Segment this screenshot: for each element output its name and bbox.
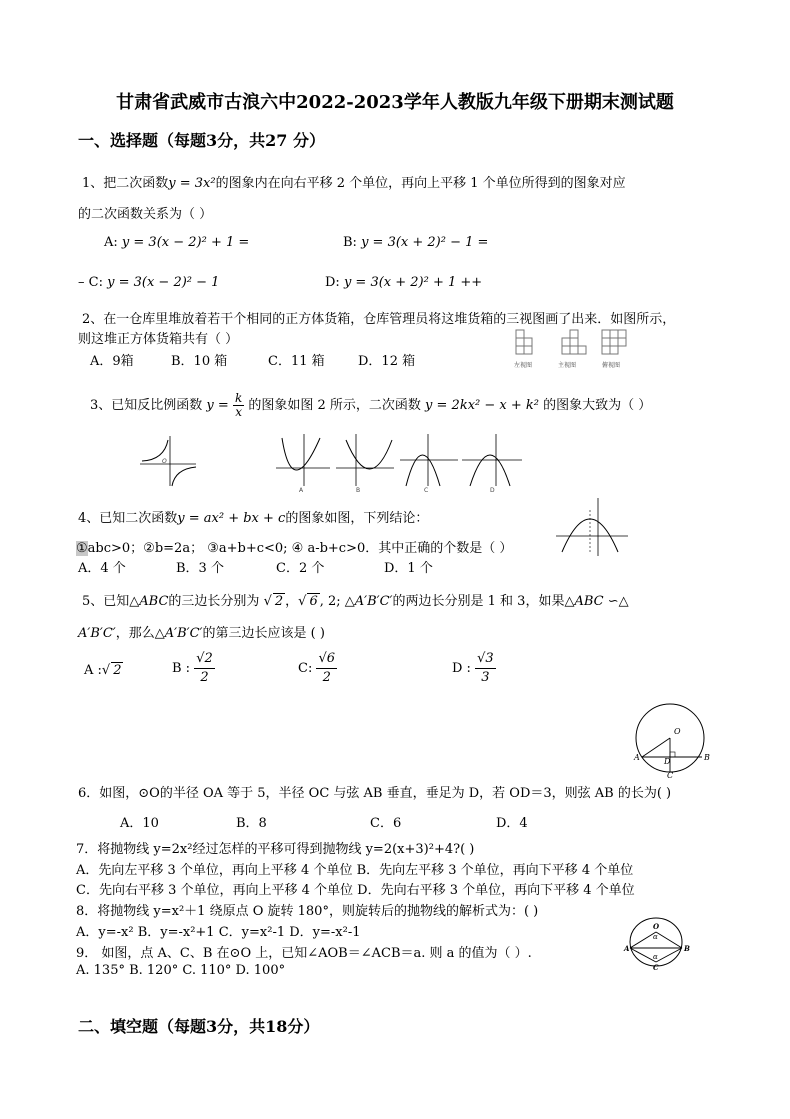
- q4-option-a[interactable]: A．4 个: [78, 561, 126, 576]
- q9-fig-o: O: [653, 922, 660, 931]
- q1-stem-formula: y = 3x²: [168, 176, 216, 191]
- q6-option-d[interactable]: D．4: [496, 816, 528, 831]
- q5-option-b-den: 2: [200, 670, 209, 685]
- q5-option-b[interactable]: [172, 650, 215, 687]
- q6-fig-c: C: [667, 771, 674, 780]
- q1-option-b-label: B:: [343, 235, 357, 250]
- q5-option-c-frac: [316, 650, 337, 687]
- q1-stem-line2: 的二次函数关系为（ ）: [78, 207, 213, 222]
- section-heading-choice: 一、选择题（每题3分，共27 分）: [78, 131, 325, 150]
- page-title: 甘肃省武威市古浪六中2022-2023学年人教版九年级下册期末测试题: [116, 92, 674, 113]
- q5-option-a-label: A :: [84, 663, 102, 678]
- q5-option-d-label: D :: [452, 661, 471, 676]
- q6-option-c[interactable]: C．6: [370, 816, 402, 831]
- q5-line2-d: 的第三边长应该是 ( ): [202, 626, 325, 641]
- q4-statement1-marker: ①: [76, 541, 88, 556]
- q6-fig-b: B: [704, 753, 710, 762]
- q8-stem: 8．将抛物线 y=x²＋1 绕原点 O 旋转 180°，则旋转后的抛物线的解析式为：( ): [76, 904, 539, 919]
- q1-option-b[interactable]: [343, 235, 488, 250]
- q4-stem-b: 的图象如图，下列结论：: [285, 511, 429, 526]
- q3-fraction: [233, 392, 244, 419]
- q4-option-b[interactable]: B．3 个: [176, 561, 224, 576]
- q3-stem: [90, 392, 651, 419]
- q4-option-c[interactable]: C．2 个: [276, 561, 325, 576]
- q5-option-c-label: C:: [298, 661, 313, 676]
- q3-stem-c: 的图象大致为（ ）: [543, 398, 652, 413]
- q4-statements: [76, 537, 512, 556]
- q3-y-equals: y =: [206, 398, 229, 413]
- q7-options-cd[interactable]: C．先向右平移 3 个单位，再向上平移 4 个单位 D．先向右平移 3 个单位，再向下平移 4 个单位: [76, 883, 635, 898]
- q2-option-a[interactable]: A．9箱: [90, 354, 134, 369]
- q5-line2-a: A′B′C′: [78, 626, 116, 641]
- q6-option-b[interactable]: B．8: [236, 816, 267, 831]
- q3-option-d-graph[interactable]: [462, 432, 524, 488]
- q9-circle-figure: [624, 914, 694, 970]
- q9-fig-b: B: [684, 944, 690, 953]
- q5-option-b-label: B :: [172, 661, 191, 676]
- q6-circle-figure: [632, 702, 712, 778]
- q5-abc: ABC: [139, 594, 169, 609]
- q9-stem: 9． 如图，点 A、C、B 在⊙O 上，已知∠AOB＝∠ACB＝a. 则 a 的值为（ ）.: [76, 946, 532, 961]
- q3-option-b-graph[interactable]: [336, 432, 396, 488]
- q1-option-d-formula: y = 3(x + 2)² + 1 ++: [343, 275, 483, 290]
- q3-option-a-graph[interactable]: [276, 432, 332, 488]
- q4-formula: y = ax² + bx + c: [177, 511, 286, 526]
- q3-stem-a: 3、已知反比例函数: [90, 398, 203, 413]
- section-heading-fill: 二、填空题（每题3分，共18分）: [78, 1017, 320, 1036]
- front-view-caption: 主视图: [558, 362, 577, 369]
- q5-apbpcp: A′B′C′: [354, 594, 393, 609]
- q2-option-d[interactable]: D．12 箱: [358, 354, 416, 369]
- q9-fig-a: A: [624, 944, 630, 953]
- left-view-caption: 左视图: [514, 362, 533, 369]
- q5-option-b-num: √2: [194, 650, 215, 669]
- q6-option-a[interactable]: A．10: [120, 816, 159, 831]
- q2-option-b[interactable]: B．10 箱: [171, 354, 228, 369]
- q5-option-c[interactable]: [298, 650, 337, 687]
- q4-option-d[interactable]: D．1 个: [384, 561, 433, 576]
- q5-option-c-num: √6: [316, 650, 337, 669]
- q1-option-a-label: A:: [104, 235, 118, 250]
- q1-option-c-label: – C:: [78, 275, 103, 290]
- q5-line2-c: A′B′C′: [164, 626, 203, 641]
- q5-stem-line2: [78, 622, 325, 641]
- q5-sqrt6: 6: [309, 594, 318, 609]
- q3-fraction-num: k: [234, 391, 243, 405]
- q5-sqrt2: 2: [274, 594, 284, 609]
- q1-option-a[interactable]: [104, 235, 249, 250]
- q5-option-a[interactable]: A :√ 2: [84, 663, 122, 678]
- q5-option-d-den: 3: [481, 670, 490, 685]
- q1-option-c-formula: y = 3(x − 2)² − 1: [107, 275, 220, 290]
- q5-stem-line1: 5、已知△ABC的三边长分别为 √ 2 ，√ 6 , 2; △A′B′C′的两边长分别是 1 和 3，如果△ABC ∽△: [82, 594, 629, 609]
- top-view-caption: 俯视图: [602, 362, 621, 369]
- q3-stem-b: 的图象如图 2 所示，二次函数: [248, 398, 421, 413]
- q3-origin-label: O: [162, 458, 167, 465]
- q6-stem: 6．如图，⊙O的半径 OA 等于 5，半径 OC 与弦 AB 垂直，垂足为 D，若 OD＝3，则弦 AB 的长为( ): [78, 786, 672, 801]
- q5-similar: ABC ∽△: [574, 594, 629, 609]
- q7-options-ab[interactable]: A．先向左平移 3 个单位，再向上平移 4 个单位 B．先向左平移 3 个单位，再向下平移 4 个单位: [76, 863, 634, 878]
- q6-fig-o: O: [674, 727, 681, 736]
- q4-stem: [78, 507, 428, 526]
- q5-stem-c: , 2; △: [319, 594, 355, 609]
- q4-statements-text: abc>0；②b=2a； ③a+b+c<0; ④ a-b+c>0．其中正确的个数是（ ）: [87, 541, 513, 556]
- q1-stem-a: 1、把二次函数: [82, 176, 169, 191]
- q1-option-b-formula: y = 3(x + 2)² − 1 =: [361, 235, 489, 250]
- q5-stem-b: 的三边长分别为: [168, 594, 260, 609]
- q5-stem-d: 的两边长分别是 1 和 3，如果△: [392, 594, 575, 609]
- q4-stem-a: 4、已知二次函数: [78, 511, 178, 526]
- q2-stem-line1: 2、在一仓库里堆放着若干个相同的正方体货箱，仓库管理员将这堆货箱的三视图画了出来．如图所示，: [82, 312, 676, 327]
- q5-option-b-frac: [194, 650, 215, 687]
- q5-option-d-num: √3: [475, 650, 496, 669]
- q3-hyperbola-graph: [140, 434, 200, 488]
- q7-stem: 7．将抛物线 y=2x²经过怎样的平移可得到抛物线 y=2(x+3)²+4?( ): [76, 842, 475, 857]
- q9-fig-c: C: [653, 963, 659, 972]
- q3-label-b: B: [356, 487, 361, 494]
- q5-line2-b: ，那么△: [115, 626, 165, 641]
- q5-option-c-den: 2: [322, 670, 331, 685]
- q3-label-c: C: [424, 487, 429, 494]
- q3-option-c-graph[interactable]: [400, 432, 460, 488]
- q1-stem-b: 的图象内在向右平移 2 个单位，再向上平移 1 个单位所得到的图象对应: [215, 176, 626, 191]
- q5-option-d-frac: [475, 650, 496, 687]
- q1-option-d-label: D:: [325, 275, 340, 290]
- q9-fig-alpha-top: α: [653, 933, 658, 941]
- q8-options[interactable]: A．y=-x² B．y=-x²+1 C．y=x²-1 D．y=-x²-1: [76, 925, 361, 940]
- q6-fig-a: A: [634, 753, 640, 762]
- q1-option-d[interactable]: [325, 275, 482, 290]
- q3-label-a: A: [299, 487, 304, 494]
- q5-stem-a: 5、已知△: [82, 594, 140, 609]
- q1-stem-line1: [82, 172, 626, 191]
- q1-option-a-formula: y = 3(x − 2)² + 1 =: [121, 235, 250, 250]
- q2-option-c[interactable]: C．11 箱: [268, 354, 325, 369]
- q5-option-a-value: 2: [113, 663, 122, 678]
- q2-stem-line2: 则这堆正方体货箱共有（ ）: [78, 332, 239, 347]
- q3-formula: y = 2kx² − x + k²: [425, 398, 539, 413]
- q9-options[interactable]: A. 135° B. 120° C. 110° D. 100°: [76, 963, 286, 978]
- q9-fig-alpha-bottom: α: [653, 953, 658, 961]
- q3-fraction-den: x: [235, 405, 242, 419]
- q1-option-c[interactable]: [78, 275, 219, 290]
- q4-parabola-graph: [556, 496, 630, 558]
- q5-option-d[interactable]: [452, 650, 496, 687]
- q6-fig-d: D: [664, 757, 671, 766]
- q3-label-d: D: [490, 487, 495, 494]
